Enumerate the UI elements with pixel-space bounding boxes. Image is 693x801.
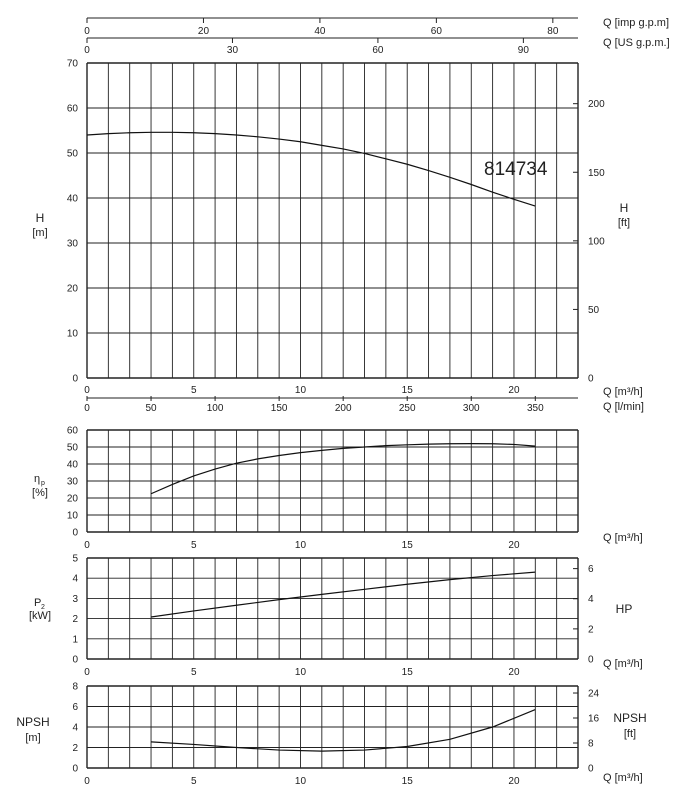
y-tick-label: 20 [66, 283, 78, 295]
right-axis-unit: [ft] [623, 728, 637, 740]
x-tick-label: 5 [190, 667, 197, 678]
x-tick-label: 15 [401, 776, 413, 787]
y-tick-label: 30 [66, 238, 78, 250]
model-label: 814734 [484, 159, 548, 180]
x-tick-label: 5 [190, 385, 197, 396]
y-tick-label: 30 [66, 476, 78, 488]
x-axis-label: Q [m³/h] [603, 386, 643, 398]
lpm-tick-label: 250 [398, 403, 416, 414]
y-tick-label: 70 [66, 58, 78, 70]
y-tick-label: 4 [72, 722, 78, 734]
y-tick-label: 4 [72, 573, 78, 585]
y-tick-label: 40 [66, 193, 78, 205]
y-tick-label: 8 [72, 681, 78, 693]
right-tick-label: 6 [588, 564, 594, 576]
y-tick-label: 0 [72, 654, 78, 666]
y-tick-label: 0 [72, 527, 78, 539]
imp-tick-label: 20 [197, 26, 210, 37]
y-axis-unit: [m] [25, 732, 41, 744]
imp-tick-label: 0 [84, 26, 90, 37]
lpm-tick-label: 150 [270, 403, 288, 414]
right-tick-label: 0 [588, 373, 594, 385]
x-tick-label: 10 [294, 385, 307, 396]
y-tick-label: 2 [72, 614, 78, 626]
x-tick-label: 10 [294, 776, 307, 787]
right-tick-label: 0 [588, 763, 594, 775]
x-tick-label: 20 [508, 385, 520, 396]
y-tick-label: 2 [72, 743, 78, 754]
y-tick-label: 3 [72, 593, 78, 605]
x-tick-label: 15 [401, 667, 413, 678]
x-tick-label: 15 [401, 385, 413, 396]
right-tick-label: 24 [588, 688, 600, 700]
y-tick-label: 60 [66, 103, 78, 115]
power-curve-panel [29, 554, 643, 679]
x-axis-label: Q [m³/h] [603, 772, 643, 784]
x-tick-label: 5 [190, 776, 197, 787]
lpm-tick-label: 200 [334, 403, 352, 414]
us-tick-label: 0 [84, 45, 90, 56]
x-tick-label: 15 [401, 540, 413, 551]
y-tick-label: 10 [66, 328, 78, 340]
lpm-tick-label: 50 [145, 403, 157, 414]
y-axis-label: η [34, 473, 41, 485]
x-tick-label: 10 [294, 540, 307, 551]
y-axis-unit: [kW] [29, 610, 51, 622]
x-tick-label: 0 [84, 540, 90, 551]
us-tick-label: 60 [372, 45, 384, 56]
us-tick-label: 30 [226, 45, 239, 56]
x-axis-label: Q [m³/h] [603, 658, 643, 670]
y-tick-label: 10 [66, 510, 78, 522]
y-axis-label: P [34, 597, 42, 609]
x-tick-label: 0 [84, 385, 90, 396]
y-tick-label: 5 [72, 553, 78, 565]
right-axis-label: NPSH [613, 711, 647, 725]
imp-axis-label: Q [imp g.p.m] [603, 17, 670, 29]
right-axis-unit: [ft] [617, 217, 631, 229]
lpm-tick-label: 350 [526, 403, 544, 414]
x-tick-label: 20 [508, 776, 520, 787]
right-tick-label: 200 [588, 99, 605, 111]
y-tick-label: 50 [66, 148, 78, 160]
imp-tick-label: 40 [314, 26, 326, 37]
lpm-axis-label: Q [l/min] [603, 401, 644, 413]
y-axis-label-subscript: 2 [41, 604, 45, 611]
right-axis-label: H [619, 201, 629, 215]
y-tick-label: 1 [72, 634, 78, 646]
y-tick-label: 60 [66, 425, 78, 437]
lpm-tick-label: 300 [462, 403, 480, 414]
x-tick-label: 5 [190, 540, 197, 551]
right-tick-label: 2 [588, 624, 594, 636]
x-axis-label: Q [m³/h] [603, 532, 643, 544]
right-axis-label: HP [615, 602, 633, 616]
y-axis-unit: [m] [32, 227, 48, 239]
right-tick-label: 4 [588, 594, 594, 606]
efficiency-curve-panel [32, 426, 643, 552]
right-tick-label: 8 [588, 738, 594, 750]
x-tick-label: 0 [84, 667, 90, 678]
y-axis-label: H [35, 211, 45, 225]
y-tick-label: 40 [66, 459, 78, 471]
x-tick-label: 20 [508, 667, 520, 678]
y-tick-label: 0 [72, 763, 78, 775]
y-tick-label: 50 [66, 442, 78, 454]
x-tick-label: 20 [508, 540, 520, 551]
right-tick-label: 50 [588, 304, 600, 316]
us-axis-label: Q [US g.p.m.] [603, 37, 670, 49]
x-tick-label: 0 [84, 776, 90, 787]
head-curve-panel [32, 17, 669, 414]
npsh-curve-panel [16, 682, 646, 788]
right-tick-label: 0 [588, 654, 594, 666]
right-tick-label: 150 [588, 167, 605, 179]
y-axis-unit: [%] [32, 487, 48, 499]
lpm-tick-label: 0 [84, 403, 90, 414]
x-tick-label: 10 [294, 667, 307, 678]
right-tick-label: 100 [588, 236, 605, 248]
y-tick-label: 20 [66, 493, 78, 505]
imp-tick-label: 80 [547, 26, 559, 37]
lpm-tick-label: 100 [206, 403, 224, 414]
y-tick-label: 0 [72, 373, 78, 385]
imp-tick-label: 60 [430, 26, 442, 37]
right-tick-label: 16 [588, 713, 600, 725]
y-axis-label-subscript: p [41, 480, 45, 487]
us-tick-label: 90 [517, 45, 529, 56]
head-curve [87, 132, 535, 206]
y-tick-label: 6 [72, 702, 78, 713]
y-axis-label: NPSH [16, 715, 50, 729]
